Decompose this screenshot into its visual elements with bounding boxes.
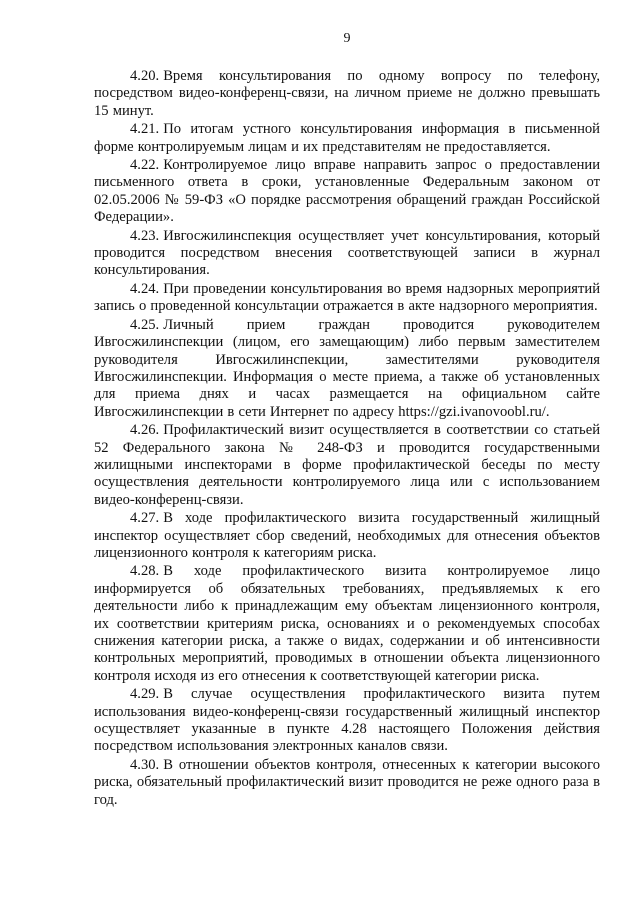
paragraph-text: В отношении объектов контроля, отнесенных к категории высокого риска, обязательный профилактический визит проводится не реже одного раза в год.	[94, 756, 600, 808]
paragraph-number: 4.21.	[130, 121, 160, 138]
paragraph-4-25	[94, 317, 600, 421]
paragraph-number: 4.23.	[130, 227, 160, 244]
paragraph-4-23	[94, 228, 600, 280]
paragraph-number: 4.22.	[130, 157, 160, 174]
paragraph-number: 4.26.	[130, 422, 160, 439]
paragraph-text: Личный прием граждан проводится руководителем Ивгосжилинспекции (лицом, его замещающим) либо первым заместителем руководителя Ивгосжилинспекции, заместителями руководителя Ивгосжилинспекции. Информация о месте приема, а также об установленных для приема днях и часах размещается на официальном сайте Ивгосжилинспекции в сети Интернет по адресу https://gzi.ivanovoobl.ru/.	[94, 316, 600, 420]
paragraph-4-22	[94, 157, 600, 227]
paragraph-4-28	[94, 563, 600, 685]
paragraph-4-20	[94, 68, 600, 120]
paragraph-4-21	[94, 121, 600, 156]
paragraph-number: 4.24.	[130, 280, 160, 297]
paragraph-text: Контролируемое лицо вправе направить запрос о предоставлении письменного ответа в сроки, установленные Федеральным законом от 02.05.2006 № 59-ФЗ «О порядке рассмотрения обращений граждан Российской Федерации».	[94, 157, 600, 226]
paragraph-number: 4.25.	[130, 316, 160, 333]
paragraph-4-30	[94, 757, 600, 809]
paragraph-text: Время консультирования по одному вопросу по телефону, посредством видео-конференц-связи, на личном приеме не должно превышать 15 минут.	[94, 68, 600, 119]
paragraph-text: По итогам устного консультирования информация в письменной форме контролируемым лицам и их представителям не предоставляется.	[94, 121, 600, 155]
paragraph-4-24	[94, 281, 600, 316]
paragraph-text: В ходе профилактического визита государственный жилищный инспектор осуществляет сбор сведений, необходимых для отнесения объектов лицензионного контроля к категориям риска.	[94, 510, 600, 561]
paragraph-4-29	[94, 686, 600, 756]
paragraph-number: 4.30.	[130, 756, 160, 773]
paragraph-number: 4.20.	[130, 68, 160, 84]
paragraph-number: 4.29.	[130, 686, 160, 703]
paragraph-text: В случае осуществления профилактического визита путем использования видео-конференц-связи государственный жилищный инспектор осуществляет указанные в пункте 4.28 настоящего Положения действия посредством использования электронных каналов связи.	[94, 686, 600, 755]
paragraph-text: При проведении консультирования во время надзорных мероприятий запись о проведенной консультации отражается в акте надзорного мероприятия.	[94, 280, 600, 315]
paragraph-text: Ивгосжилинспекция осуществляет учет консультирования, который проводится посредством внесения соответствующей записи в журнал консультирования.	[94, 227, 600, 279]
page-number: 9	[343, 31, 351, 46]
paragraph-4-26	[94, 422, 600, 509]
paragraph-number: 4.27.	[130, 510, 160, 527]
paragraph-number: 4.28.	[130, 563, 160, 580]
paragraph-text: Профилактический визит осуществляется в соответствии со статьей 52 Федерального закона № 248-ФЗ и проводится государственными жилищными инспекторами в форме профилактической беседы по месту осуществления деятельности контролируемого лица или с использованием видео-конференц-связи.	[94, 422, 600, 508]
paragraph-text: В ходе профилактического визита контролируемое лицо информируется об обязательных требованиях, предъявляемых к его деятельности либо к принадлежащим ему объектам лицензионного контроля, их соответствии критериям риска, основаниях и о рекомендуемых способах снижения категории риска, а также о видах, содержании и об интенсивности контрольных мероприятий, проводимых в отношении объекта лицензионного контроля исходя из его отнесения к соответствующей категории риска.	[94, 563, 600, 684]
paragraph-4-27	[94, 510, 600, 562]
